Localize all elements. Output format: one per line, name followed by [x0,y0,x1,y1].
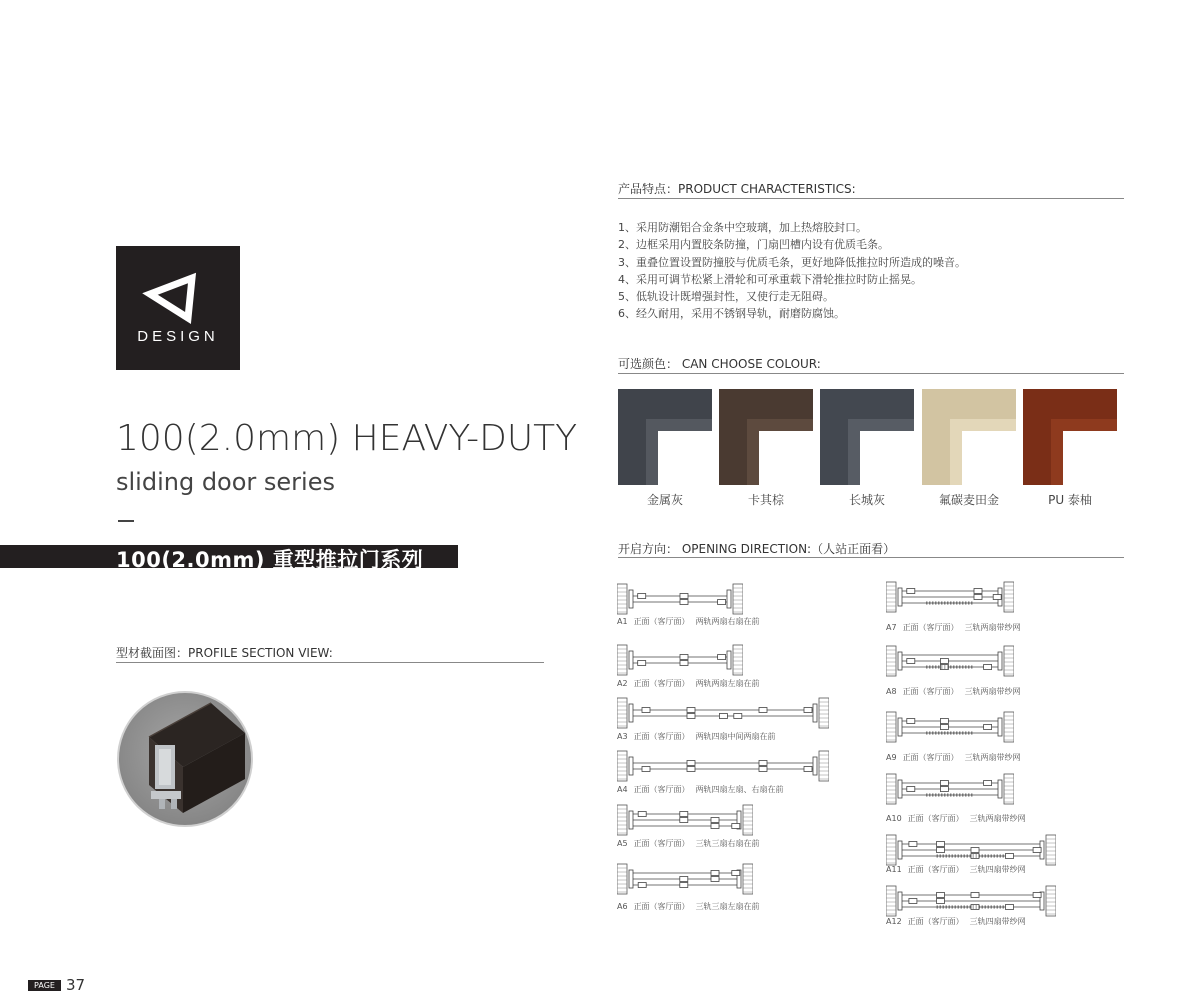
opening-diagram-caption [617,731,782,742]
opening-diagram [617,803,753,837]
colour-name: 金属灰 [646,493,683,507]
caption-desc: 三轨三扇左扇在前 [695,902,760,911]
caption-view: 正面（客厅面） [633,617,690,626]
caption-desc: 三轨两扇带纱网 [964,753,1021,762]
characteristic-item: 4、采用可调节松紧上滑轮和可承重载下滑轮推拉时防止摇晃。 [618,272,922,286]
opening-diagram-caption [886,686,1027,697]
caption-desc: 两轨两扇右扇在前 [695,617,760,626]
caption-code: A11 [886,865,902,874]
colour-swatch [618,389,712,485]
design-triangle-icon [116,246,240,370]
swatch-glass [759,431,813,485]
caption-code: A2 [617,679,628,688]
caption-code: A8 [886,687,897,696]
opening-diagram [617,696,829,730]
title-chinese: 100(2.0mm) 重型推拉门系列 [116,548,424,572]
swatch-glass [658,431,712,485]
design-logo [116,246,240,370]
opening-diagram [886,772,1014,806]
caption-view: 正面（客厅面） [902,687,959,696]
opening-diagram-caption [886,622,1027,633]
caption-code: A12 [886,917,902,926]
characteristic-item: 6、经久耐用，采用不锈钢导轨，耐磨防腐蚀。 [618,307,845,321]
colour-heading: 可选颜色： CAN CHOOSE COLOUR: [618,357,821,371]
opening-diagram [886,580,1014,614]
profile-divider [116,662,544,663]
caption-code: A7 [886,623,897,632]
caption-view: 正面（客厅面） [633,902,690,911]
caption-view: 正面（客厅面） [633,732,690,741]
opening-diagram [886,833,1056,867]
caption-desc: 两轨四扇中间两扇在前 [695,732,776,741]
caption-view: 正面（客厅面） [907,917,964,926]
caption-view: 正面（客厅面） [633,785,690,794]
opening-diagram-caption [617,838,766,849]
aluminum-profile-illustration [119,693,251,825]
swatch-glass [962,431,1016,485]
opening-diagram [617,749,829,783]
opening-diagram [617,582,743,616]
caption-code: A9 [886,753,897,762]
caption-desc: 三轨三扇右扇在前 [695,839,760,848]
caption-desc: 两轨两扇左扇在前 [695,679,760,688]
colour-swatch [922,389,1016,485]
colour-name: 长城灰 [848,493,885,507]
title-english: 100(2.0mm) HEAVY-DUTY [116,418,578,459]
profile-heading: 型材截面图：PROFILE SECTION VIEW: [116,646,333,660]
caption-view: 正面（客厅面） [633,839,690,848]
opening-diagram [617,643,743,677]
profile-section-image [117,691,253,827]
opening-diagram-caption [886,916,1032,927]
opening-diagram-caption [886,864,1032,875]
characteristics-list [618,219,966,323]
caption-code: A5 [617,839,628,848]
characteristics-heading: 产品特点：PRODUCT CHARACTERISTICS: [618,182,856,196]
swatch-glass [860,431,914,485]
characteristic-item: 5、低轨设计既增强封性，又使行走无阻碍。 [618,290,834,304]
caption-desc: 三轨两扇带纱网 [964,687,1021,696]
colour-name: 氟碳麦田金 [938,493,999,507]
opening-diagram [617,862,753,896]
opening-diagram [886,644,1014,678]
opening-diagram-caption [886,813,1032,824]
colour-divider [618,373,1124,374]
caption-desc: 三轨四扇带纱网 [969,917,1026,926]
caption-view: 正面（客厅面） [902,623,959,632]
caption-desc: 三轨两扇带纱网 [969,814,1026,823]
opening-divider [618,557,1124,558]
characteristic-item: 2、边框采用内置胶条防撞，门扇凹槽内设有优质毛条。 [618,238,889,252]
logo-text: DESIGN [137,328,219,345]
caption-code: A6 [617,902,628,911]
opening-diagram-caption [886,752,1027,763]
caption-code: A10 [886,814,902,823]
colour-name: 卡其棕 [747,493,784,507]
colour-swatch [1023,389,1117,485]
page-label: PAGE [28,980,61,991]
caption-view: 正面（客厅面） [633,679,690,688]
characteristic-item: 1、采用防潮铝合金条中空玻璃，加上热熔胶封口。 [618,221,867,234]
opening-diagram-caption [617,616,766,627]
swatch-glass [1063,431,1117,485]
colour-swatch [719,389,813,485]
opening-diagram-caption [617,901,766,912]
caption-desc: 三轨四扇带纱网 [969,865,1026,874]
caption-code: A3 [617,732,628,741]
characteristic-item: 3、重叠位置设置防撞胶与优质毛条，更好地降低推拉时所造成的噪音。 [618,255,966,269]
opening-diagram-caption [617,678,766,689]
subtitle-english: sliding door series [116,468,335,496]
caption-code: A4 [617,785,628,794]
colour-swatch [820,389,914,485]
opening-diagram [886,884,1056,918]
opening-diagram [886,710,1014,744]
caption-view: 正面（客厅面） [907,865,964,874]
page-number: 37 [66,976,86,994]
caption-view: 正面（客厅面） [907,814,964,823]
caption-desc: 两轨四扇左扇、右扇在前 [695,785,784,794]
caption-desc: 三轨两扇带纱网 [964,623,1021,632]
colour-name: PU 泰柚 [1048,493,1092,507]
caption-code: A1 [617,617,628,626]
opening-heading: 开启方向： OPENING DIRECTION:（人站正面看） [618,542,896,556]
opening-diagram-caption [617,784,790,795]
title-dash [118,520,134,522]
caption-view: 正面（客厅面） [902,753,959,762]
characteristics-divider [618,198,1124,199]
